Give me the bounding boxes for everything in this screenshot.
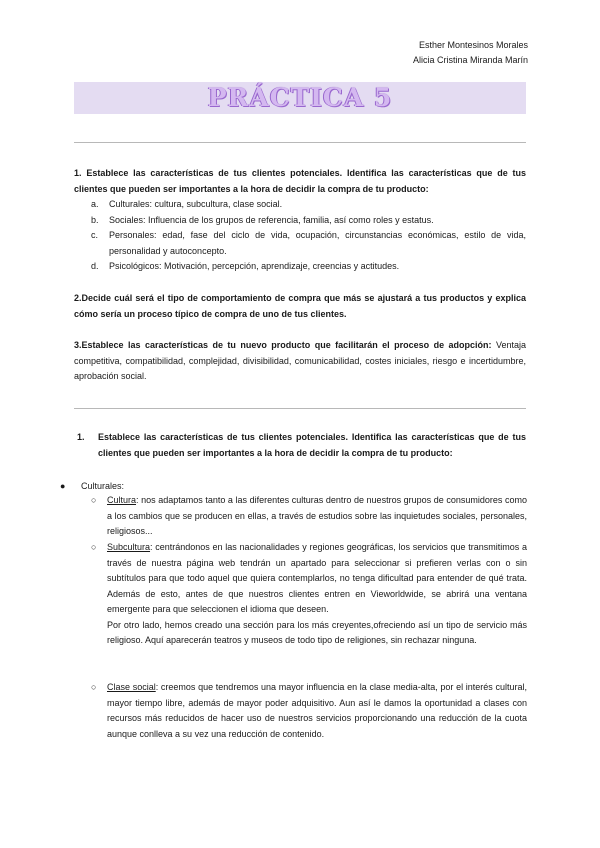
circle-bullet-icon: ○ <box>91 542 97 552</box>
author-name: Esther Montesinos Morales <box>418 40 528 50</box>
list-item: a. Culturales: cultura, subcultura, clase social. <box>91 199 283 209</box>
page-title: PRÁCTICA 5 <box>207 83 393 112</box>
subcultura-paragraph: Por otro lado, hemos creado una sección para los más creyentes,ofreciendo así un tipo de servicio más religioso. Aquí aparecerán teatros y museos de todo tipo de religiones, sin rechazar ninguna. <box>107 619 527 645</box>
item-subcultura <box>107 540 527 649</box>
list-item: c. Personales: edad, fase del ciclo de vida, ocupación, circunstancias económicas, estilo de vida, personalidad y autoconcepto. <box>91 230 526 256</box>
question-1 <box>74 166 526 275</box>
circle-bullet-icon: ○ <box>91 495 97 505</box>
circle-bullet-icon: ○ <box>91 682 97 692</box>
list-item: b. Sociales: Influencia de los grupos de referencia, familia, así como roles y estatus. <box>91 214 434 225</box>
divider <box>74 142 526 143</box>
list-item: d. Psicológicos: Motivación, percepción, aprendizaje, creencias y actitudes. <box>91 261 400 271</box>
question-3: 3.Establece las características de tu nuevo producto que facilitarán el proceso de adopción: Ventaja competitiva, compatibilidad, complejidad, divisibilidad, comunicabilidad, costes iniciales, riesgo e incertidumbre, aprobación social. <box>74 340 526 381</box>
bullet-icon: ● <box>60 481 66 491</box>
answer-heading: 1. Establece las características de tus clientes potenciales. Identifica las características que de tus clientes que pueden ser importantes a la hora de decidir la compra de tu producto: <box>77 432 526 458</box>
question-2: 2.Decide cuál será el tipo de comportamiento de compra que más se ajustará a tus productos y explica cómo sería un proceso típico de compra de uno de tus clientes. <box>74 293 526 319</box>
item-cultura: Cultura: nos adaptamos tanto a las diferentes culturas dentro de nuestros grupos de consumidores como a los cambios que se producen en ellas, a través de estudios sobre las inquietudes sociales, personales, religiosos... <box>107 495 527 536</box>
question-1-list <box>74 197 526 275</box>
title-banner <box>74 82 526 114</box>
divider <box>74 408 526 409</box>
document-page: Esther Montesinos Morales Alicia Cristina Miranda Marín PRÁCTICA 5 1. Establece las características de tus clientes potenciales. Identifica las características que de tus clientes que pueden ser importantes a la hora de decidir la compra de tu producto: a. Culturales: cultura, subcultura, clase social. b. Sociales: Influencia de los grupos de referencia, familia, así como roles y estatus. c. Personales: edad, fase del ciclo de vida, ocupación, circunstancias económicas, estilo de vida, personalidad y autoconcepto. d. Psicológicos: Motivación, percepción, aprendizaje, creencias y actitudes. 2.Decide cuál será el tipo de comportamiento de compra que más se ajustará a tus productos y explica cómo sería un proceso típico de compra de uno de tus clientes. 3.Establece las características de tu nuevo producto que facilitarán el proceso de adopción: Ventaja competitiva, compatibilidad, complejidad, divisibilidad, comunicabilidad, costes iniciales, riesgo e incertidumbre, aprobación social. 1. Establece las características de tus clientes potenciales. Identifica las características que de tus clientes que pueden ser importantes a la hora de decidir la compra de tu producto: ● Culturales: ○ Cultura: nos adaptamos tanto a las diferentes culturas dentro de nuestros grupos de consumidores como a los cambios que se producen en ellas, a través de estudios sobre las inquietudes sociales, personales, religiosos... ○ Subcultura: centrándonos en las nacionalidades y regiones geográficas, los servicios que transmitimos a través de nuestra página web tendrán un apartado para seleccionar si prefieren verlas con o sin subtítulos para que todo aquel que quiera contemplarlos, no tenga dificultad para entender de qué trata. Además de esto, antes de que nuestros clientes entren en Vieworldwide, se abrirá una ventana emergente para que seleccionen el idioma que deseen. Por otro lado, hemos creado una sección para los más creyentes,ofreciendo así un tipo de servicio más religioso. Aquí aparecerán teatros y museos de todo tipo de religiones, sin rechazar ninguna. ○ Clase social: creemos que tendremos una mayor influencia en la clase media-alta, por el interés cultural, mayor tiempo libre, además de mayor poder adquisitivo. Aun así le damos la oportunidad a clases con recursos más reducidos de hacer uso de nuestros servicios proporcionando una reducción de la cuota aunque conlleva a su vez una reducción de contenido. <box>0 0 600 848</box>
item-clase-social: Clase social: creemos que tendremos una mayor influencia en la clase media-alta, por el interés cultural, mayor tiempo libre, además de mayor poder adquisitivo. Aun así le damos la oportunidad a clases con recursos más reducidos de hacer uso de nuestros servicios proporcionando una reducción de la cuota aunque conlleva a su vez una reducción de contenido. <box>107 682 527 739</box>
question-1-text: 1. Establece las características de tus clientes potenciales. Identifica las características que de tus clientes que pueden ser importantes a la hora de decidir la compra de tu producto: <box>74 168 526 194</box>
subcultura-paragraph: Subcultura: centrándonos en las nacionalidades y regiones geográficas, los servicios que transmitimos a través de nuestra página web tendrán un apartado para seleccionar si prefieren verlas con o sin subtítulos para que todo aquel que quiera contemplarlos, no tenga dificultad para entender de qué trata. Además de esto, antes de que nuestros clientes entren en Vieworldwide, se abrirá una ventana emergente para que seleccionen el idioma que deseen. <box>107 542 527 614</box>
authors-block <box>413 38 528 68</box>
author-name: Alicia Cristina Miranda Marín <box>412 55 528 65</box>
